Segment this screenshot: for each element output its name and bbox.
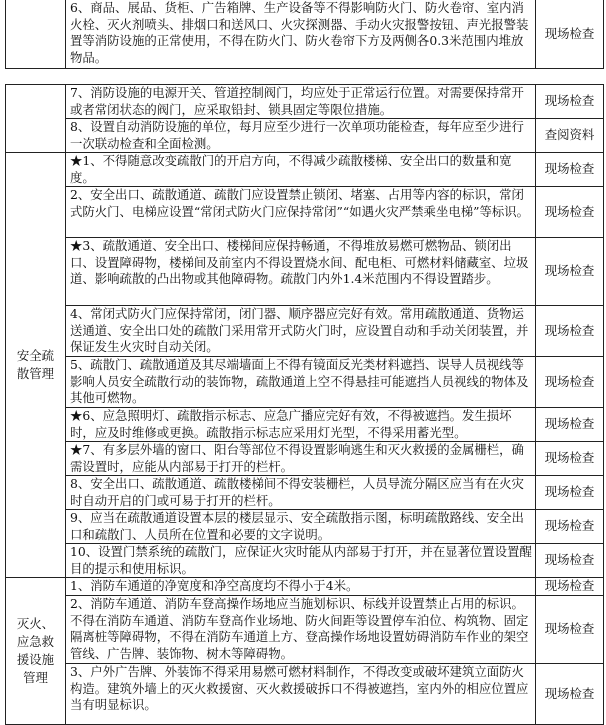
requirement-text: 5、疏散门、疏散通道及其尽端墙面上不得有镜面反光类材料遮挡、误导人员视线等影响人员安全疏散行动的装饰物，疏散通道上空不得悬挂可能遮挡人员视线的物体及其他可燃物。 — [66, 357, 536, 408]
inspection-method: 现场检查 — [536, 596, 604, 664]
table-row — [6, 442, 604, 476]
table-row — [6, 510, 604, 544]
category-cell — [6, 578, 66, 725]
inspection-method: 现场检查 — [536, 408, 604, 442]
inspection-method: 现场检查 — [536, 306, 604, 357]
inspection-method: 现场检查 — [536, 578, 604, 596]
requirement-text: ★6、应急照明灯、疏散指示标志、应急广播应完好有效，不得被遮挡。发生损坏时，应及时维修或更换。疏散指示标志应采用灯光型，不得采用蓄光型。 — [66, 408, 536, 442]
requirement-text: 4、常闭式防火门应保持常闭，闭门器、顺序器应完好有效。常用疏散通道、货物运送通道、安全出口处的疏散门采用常开式防火门时，应设置自动和手动关闭装置，并保证发生火灾时自动关闭。 — [66, 306, 536, 357]
inspection-method: 现场检查 — [536, 664, 604, 725]
inspection-method: 现场检查 — [536, 153, 604, 187]
table-row — [6, 664, 604, 725]
requirement-text: 6、商品、展品、货柜、广告箱牌、生产设备等不得影响防火门、防火卷帘、室内消火栓、灭火剂喷头、排烟口和送风口、火灾探测器、手动火灾报警按钮、声光报警装置等消防设施的正常使用，不得在防火门、防火卷帘下方及两侧各0.3米范围内堆放物品。 — [66, 0, 536, 69]
requirement-text: 1、消防车通道的净宽度和净空高度均不得小于4米。 — [66, 578, 536, 596]
inspection-method: 现场检查 — [536, 85, 604, 119]
category-label: 灭火、应急救援设施管理 — [16, 616, 55, 685]
table-row — [6, 357, 604, 408]
requirement-text: ★3、疏散通道、安全出口、楼梯间应保持畅通，不得堆放易燃可燃物品、锁闭出口、设置障碍物，楼梯间及前室内不得设置烧水间、配电柜、可燃材料储藏室、垃圾道、影响疏散的凸出物或其他障碍物。疏散门内外1.4米范围内不得设置踏步。 — [66, 238, 536, 306]
table-row — [6, 306, 604, 357]
table-row — [6, 408, 604, 442]
requirement-text: 9、应当在疏散通道设置本层的楼层显示、安全疏散指示图，标明疏散路线、安全出口和疏散门、人员所在位置和必要的文字说明。 — [66, 510, 536, 544]
inspection-method: 现场检查 — [536, 476, 604, 510]
table-row — [6, 476, 604, 510]
inspection-method: 现场检查 — [536, 442, 604, 476]
category-cell — [6, 153, 66, 578]
inspection-method: 现场检查 — [536, 357, 604, 408]
requirement-text: ★7、有多层外墙的窗口、阳台等部位不得设置影响逃生和灭火救援的金属栅栏，确需设置时，应能从内部易于打开的栏杆。 — [66, 442, 536, 476]
requirement-text: ★1、不得随意改变疏散门的开启方向，不得减少疏散楼梯、安全出口的数量和宽度。 — [66, 153, 536, 187]
table-row — [6, 119, 604, 153]
requirement-text: 8、安全出口、疏散通道、疏散楼梯间不得安装栅栏，人员导流分隔区应当有在火灾时自动开启的门或可易于打开的栏杆。 — [66, 476, 536, 510]
requirement-text: 7、消防设施的电源开关、管道控制阀门，均应处于正常运行位置。对需要保持常开或者常闭状态的阀门，应采取铅封、锁具固定等限位措施。 — [66, 85, 536, 119]
inspection-method: 现场检查 — [536, 187, 604, 238]
inspection-method: 现场检查 — [536, 0, 604, 69]
inspection-method: 现场检查 — [536, 238, 604, 306]
table-row — [6, 596, 604, 664]
requirement-text: 8、设置自动消防设施的单位，每月应至少进行一次单项功能检查，每年应至少进行一次联动检查和全面检测。 — [66, 119, 536, 153]
requirement-text: 10、设置门禁系统的疏散门，应保证火灾时能从内部易于打开，并在显著位置设置醒目的提示和使用标识。 — [66, 544, 536, 578]
inspection-method: 现场检查 — [536, 544, 604, 578]
table-row — [6, 85, 604, 119]
requirement-text: 3、户外广告牌、外装饰不得采用易燃可燃材料制作，不得改变或破坏建筑立面防火构造。建筑外墙上的灭火救援窗、灭火救援破拆口不得被遮挡，室内外的相应位置应当有明显标识。 — [66, 664, 536, 725]
table-row — [6, 0, 604, 69]
category-cell — [6, 85, 66, 153]
top-inspection-table — [5, 0, 604, 69]
inspection-method: 现场检查 — [536, 510, 604, 544]
table-row — [6, 578, 604, 596]
category-cell — [6, 0, 66, 69]
table-row — [6, 238, 604, 306]
requirement-text: 2、消防车通道、消防车登高操作场地应当施划标识、标线并设置禁止占用的标识。不得在消防车通道、消防车登高作业场地、防火间距等设置停车泊位、构筑物、固定隔离桩等障碍物，不得在消防车通道上方、登高操作场地设置妨碍消防车作业的架空管线、广告牌、装饰物、树木等障碍物。 — [66, 596, 536, 664]
table-row — [6, 153, 604, 187]
category-label: 安全疏散管理 — [16, 348, 55, 381]
requirement-text: 2、安全出口、疏散通道、疏散门应设置禁止锁闭、堵塞、占用等内容的标识，常闭式防火门、电梯应设置“常闭式防火门应保持常闭”“如遇火灾严禁乘坐电梯”等标识。 — [66, 187, 536, 238]
inspection-method: 查阅资料 — [536, 119, 604, 153]
table-row — [6, 544, 604, 578]
main-inspection-table — [5, 84, 604, 725]
table-row — [6, 187, 604, 238]
